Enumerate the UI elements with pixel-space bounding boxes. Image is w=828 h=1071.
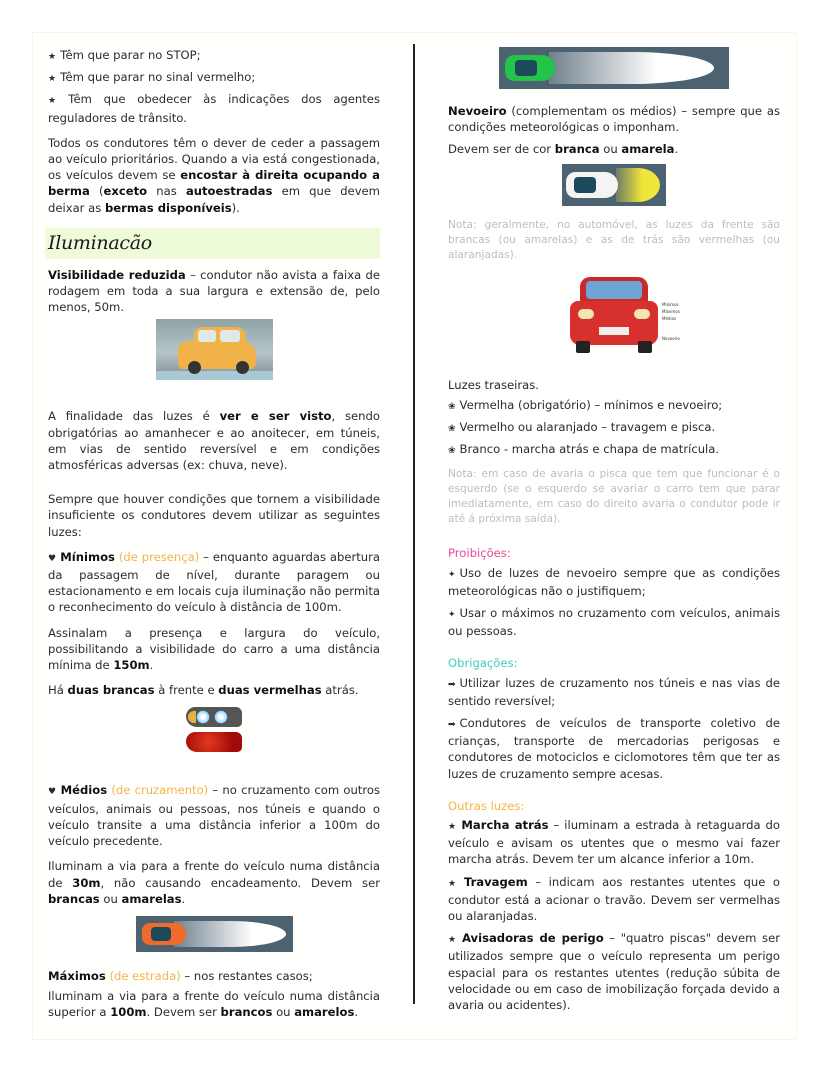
- outras-item-marcha: ★ Marcha atrás – iluminam a estrada à retaguarda do veículo e avisam os utentes que o mesmo vai fazer marcha atrás. Devem ter um alcance inferior a 10m.: [448, 818, 780, 867]
- column-divider: [413, 44, 415, 1004]
- flower-icon: ❀: [448, 424, 456, 435]
- taillight-icon: [186, 732, 242, 752]
- star-icon: ★: [48, 96, 65, 107]
- bullet-red-light: ★ Têm que parar no sinal vermelho;: [48, 70, 256, 85]
- heart-icon: ♥: [48, 787, 57, 798]
- bullet-agents: ★ Têm que obedecer às indicações dos agentes reguladores de trânsito.: [48, 92, 380, 125]
- diamond-icon: ✦: [448, 569, 456, 580]
- image-car-rain: [48, 319, 380, 380]
- section-heading-iluminacao: Iluminacão: [45, 228, 380, 259]
- proibicao-item: ✦ Uso de luzes de nevoeiro sempre que as condições meteorológicas não o justifiquem;: [448, 565, 780, 598]
- rear-item: ❀ Vermelho ou alaranjado – travagem e pisca.: [448, 420, 716, 435]
- bullet-stop: ★ Têm que parar no STOP;: [48, 48, 201, 62]
- priority-paragraph: Todos os condutores têm o dever de ceder a passagem ao veículo prioritários. Quando a via está congestionada, os veículos devem se encostar à direita ocupando a berma (exceto nas autoestradas em que devem deixar as bermas disponíveis).: [48, 135, 380, 215]
- headlight-icon: [186, 707, 242, 727]
- obrigacoes-title: Obrigações:: [448, 656, 518, 671]
- image-lights: [48, 707, 380, 752]
- rear-lights-title: Luzes traseiras.: [448, 377, 539, 392]
- minimos-paragraph: ♥ Mínimos (de presença) – enquanto aguardas abertura da passagem de nível, durante paragem ou estacionamento e em locais cuja iluminação não permita o reconhecimento do veículo à distância de 100m.: [48, 549, 380, 615]
- green-car-fog-beam-illustration: [499, 47, 729, 89]
- outras-item-avisadoras: ★ Avisadoras de perigo – "quatro piscas" devem ser utilizados sempre que o veículo representa um perigo espacial para os restantes utentes (redução súbita de velocidade ou em caso de imobilização forçada devido a avaria ou acidentes).: [448, 931, 780, 1013]
- nevoeiro-color-paragraph: Devem ser de cor branca ou amarela.: [448, 142, 679, 157]
- left-column: [48, 47, 380, 1030]
- proibicao-item: ✦ Usar o máximos no cruzamento com veículos, animais ou pessoas.: [448, 606, 780, 639]
- diamond-icon: ✦: [448, 610, 456, 621]
- image-red-car-front: [448, 275, 780, 355]
- rear-item: ❀ Vermelha (obrigatório) – mínimos e nevoeiro;: [448, 397, 723, 412]
- yellow-car-illustration: [156, 319, 273, 380]
- maximos-paragraph: Máximos (de estrada) – nos restantes casos;: [48, 968, 313, 983]
- assinalam-paragraph: Assinalam a presença e largura do veículo, possibilitando a visibilidade do carro a uma distância mínima de 150m.: [48, 625, 380, 673]
- rear-item: ❀ Branco - marcha atrás e chapa de matrícula.: [448, 442, 720, 457]
- star-icon: ★: [48, 74, 57, 85]
- image-orange-car-beam: [48, 916, 380, 952]
- obrigacao-item: ➡ Condutores de veículos de transporte coletivo de crianças, transporte de mercadorias perigosas e condutores de motociclos e ciclomotores têm que ter as luzes de cruzamento sempre acesas.: [448, 716, 780, 781]
- image-white-car-fog: [448, 164, 780, 206]
- medios-paragraph: ♥ Médios (de cruzamento) – no cruzamento com outros veículos, animais ou pessoas, nos túneis e quando o veículo transite a uma distância inferior a 100m do veículo precedente.: [48, 783, 380, 849]
- visibility-paragraph: Visibilidade reduzida – condutor não avista a faixa de rodagem em toda a sua largura e extensão de, pelo menos, 50m.: [48, 267, 381, 315]
- white-car-yellow-fog-light-illustration: [562, 164, 666, 206]
- red-car-front-illustration: Mínimos Máximos Médios Nevoeiro: [566, 275, 662, 355]
- purpose-paragraph: A finalidade das luzes é ver e ser visto, sendo obrigatórias ao amanhecer e ao anoitecer, em túneis, em vias de sentido reversível e em condições atmosféricas adversas (ex: chuva, neve).: [48, 409, 380, 473]
- proibicoes-title: Proibições:: [448, 546, 511, 561]
- note-front-lights: Nota: geralmente, no automóvel, as luzes da frente são brancas (ou amarelas) e as de trás são vermelhas (ou alaranjadas).: [448, 218, 780, 261]
- orange-car-high-beam-illustration: [136, 916, 293, 952]
- obrigacao-item: ➡ Utilizar luzes de cruzamento nos túneis e nas vias de sentido reversível;: [448, 675, 780, 708]
- arrow-icon: ➡: [448, 679, 456, 690]
- note-pisca: Nota: em caso de avaria o pisca que tem que funcionar é o esquerdo (se o esquerdo se avariar o carro tem que parar imediatamente, em caso do direito avaria o condutor pode ir até á próxima saída).: [448, 468, 780, 526]
- right-column: [448, 45, 780, 1022]
- star-icon: ★: [448, 878, 460, 889]
- nevoeiro-paragraph: Nevoeiro (complementam os médios) – sempre que as condições meteorológicas o imponham.: [448, 104, 780, 135]
- star-icon: ★: [48, 52, 57, 62]
- conditions-paragraph: Sempre que houver condições que tornem a visibilidade insuficiente os condutores devem utilizar as seguintes luzes:: [48, 492, 380, 539]
- duas-paragraph: Há duas brancas à frente e duas vermelhas atrás.: [48, 683, 359, 698]
- star-icon: ★: [448, 935, 458, 946]
- heart-icon: ♥: [48, 553, 57, 564]
- outras-item-travagem: ★ Travagem – indicam aos restantes utentes que o condutor está a acionar o travão. Devem ser vermelhas ou alaranjadas.: [448, 874, 780, 924]
- maximos-detail-paragraph: Iluminam a via para a frente do veículo numa distância superior a 100m. Devem ser brancos ou amarelos.: [48, 989, 380, 1020]
- arrow-icon: ➡: [448, 720, 456, 731]
- image-green-car-beam: [448, 47, 780, 89]
- medios-detail-paragraph: Iluminam a via para a frente do veículo numa distância de 30m, não causando encadeamento. Devem ser brancas ou amarelas.: [48, 859, 380, 906]
- outras-title: Outras luzes:: [448, 798, 525, 813]
- flower-icon: ❀: [448, 401, 456, 412]
- star-icon: ★: [448, 822, 458, 833]
- flower-icon: ❀: [448, 446, 456, 457]
